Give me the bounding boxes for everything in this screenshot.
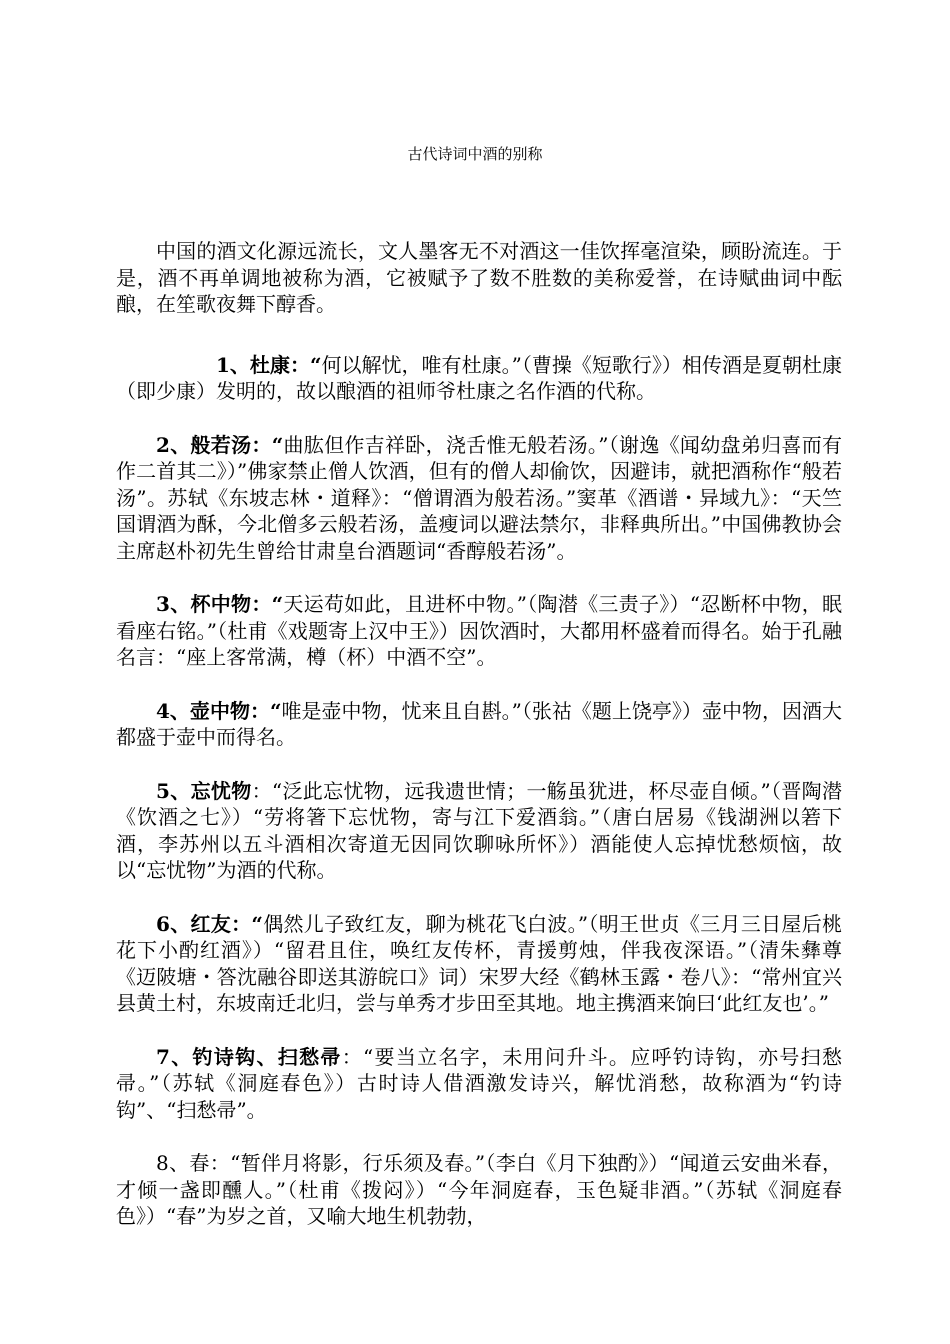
section-term: 2、般若汤：“ bbox=[156, 432, 284, 457]
section-term: 5、忘忧物 bbox=[156, 778, 252, 803]
section-beizhongwu bbox=[116, 591, 842, 671]
section-boruotang bbox=[116, 432, 842, 565]
section-text: 曲肱但作吉祥卧，浇舌惟无般若汤。”（谢逸《闻幼盘弟归喜而有作二首其二》）”佛家禁止僧人饮酒，但有的僧人却偷饮，因避讳，就把酒称作“般若汤”。苏轼《东坡志林・道释》：“僧谓酒为般若汤。”窦革《酒谱・异域九》：“天竺国谓酒为酥，今北僧多云般若汤，盖瘦词以避法禁尔，非释典所出。”中国佛教协会主席赵朴初先生曾给甘肃皇台酒题词“香醇般若汤”。 bbox=[116, 432, 842, 563]
section-text: 何以解忧，唯有杜康。”（曹操《短歌行》）相传酒是夏朝杜康（即少康）发明的，故以酿酒的祖师爷杜康之名作酒的代称。 bbox=[116, 352, 843, 403]
section-text: 偶然儿子致红友，聊为桃花飞白波。”（明王世贞《三月三日屋后桃花下小酌红酒》）“留君且住，唤红友传杯，青援剪烛，伴我夜深语。”（清朱彝尊《迈陂塘・答沈融谷即送其游皖口》词）宋罗大经《鹤林玉露・卷八》：“常州宜兴县黄土村，东坡南迁北归，尝与单秀才步田至其地。地主携酒来饷曰‘此红友也’。” bbox=[116, 911, 842, 1015]
intro-paragraph: 中国的酒文化源远流长，文人墨客无不对酒这一佳饮挥毫渲染，顾盼流连。于是，酒不再单调地被称为酒，它被赋予了数不胜数的美称爱誉，在诗赋曲词中酝酿，在笙歌夜舞下醇香。 bbox=[116, 239, 842, 316]
section-dukang bbox=[116, 352, 842, 405]
section-term: 6、红友：“ bbox=[156, 911, 263, 936]
document-body bbox=[116, 238, 842, 1257]
section-wangyouwu bbox=[116, 778, 842, 884]
section-hongyou bbox=[116, 911, 842, 1017]
section-term: 3、杯中物：“ bbox=[156, 592, 284, 616]
section-text: ：“泛此忘忧物，远我遗世情；一觞虽犹进，杯尽壶自倾。”（晋陶潜《饮酒之七》）“劳将箸下忘忧物，寄与江下爱酒翁。”（唐白居易《钱湖洲以箬下酒，李苏州以五斗酒相次寄道无因同饮聊咏所怀》）酒能使人忘掉忧愁烦恼，故以“忘忧物”为酒的代称。 bbox=[116, 778, 842, 882]
section-text: 8、春：“暂伴月将影，行乐须及春。”（李白《月下独酌》）“闻道云安曲米春，才倾一盏即醺人。”（杜甫《拨闷》）“今年洞庭春，玉色疑非酒。”（苏轼《洞庭春色》）“春”为岁之首，又喻大地生机勃勃， bbox=[116, 1151, 842, 1228]
section-text: 天运苟如此，且进杯中物。”（陶潜《三责子》）“忍断杯中物，眠看座右铭。”（杜甫《戏题寄上汉中王》）因饮酒时，大都用杯盛着而得名。始于孔融名言：“座上客常满，樽（杯）中酒不空”。 bbox=[116, 592, 842, 669]
section-term: 4、壶中物：“ bbox=[156, 698, 282, 723]
section-term: 7、钓诗钩、扫愁帚 bbox=[156, 1044, 342, 1069]
section-text: 唯是壶中物，忧来且自斟。”（张祜《题上饶亭》）壶中物，因酒大都盛于壶中而得名。 bbox=[116, 698, 842, 749]
section-diaoshigou bbox=[116, 1044, 842, 1124]
section-huzhongwu bbox=[116, 698, 842, 751]
section-chun bbox=[116, 1150, 842, 1230]
document-title: 古代诗词中酒的别称 bbox=[407, 145, 543, 163]
section-text: ：“要当立名字，未用问升斗。应呼钓诗钩，亦号扫愁帚。”（苏轼《洞庭春色》）古时诗人借酒激发诗兴，解忧消愁，故称酒为“钓诗钩”、“扫愁帚”。 bbox=[116, 1044, 842, 1122]
section-term: 1、杜康：“ bbox=[216, 352, 322, 377]
